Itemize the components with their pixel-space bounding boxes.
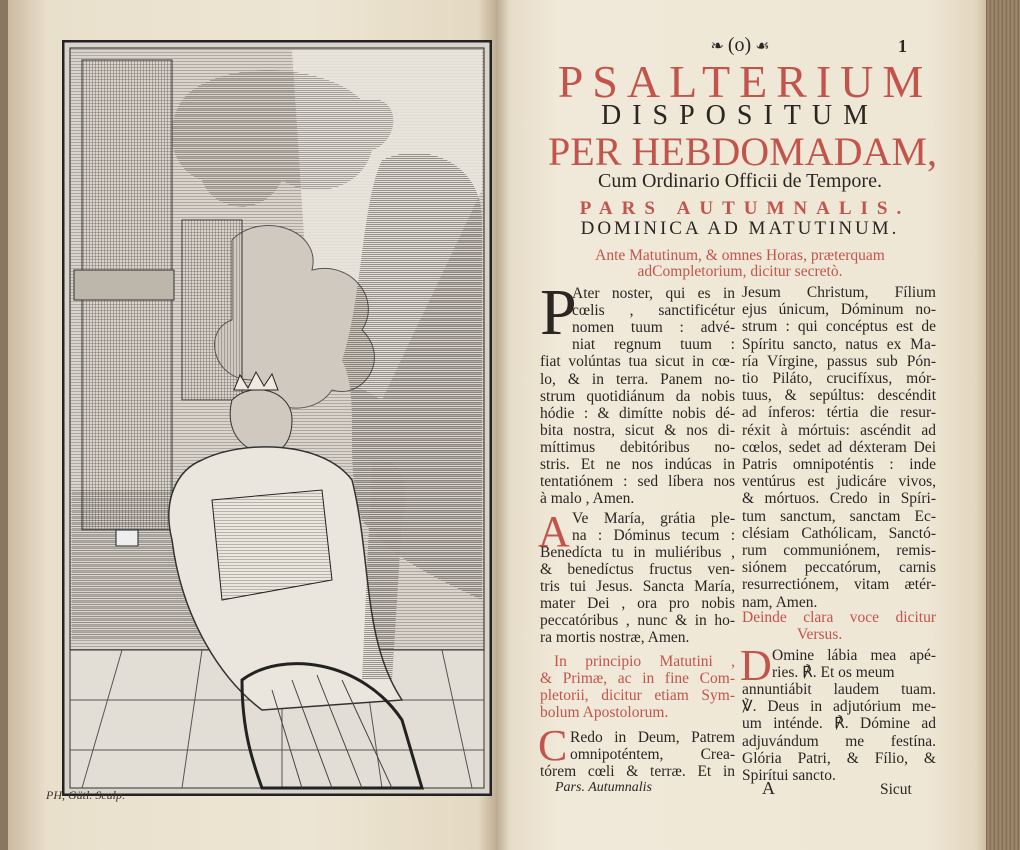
text-line: ries. ℟. Et os meum: [772, 664, 895, 682]
rubric-line: pletorii, dicitur etiam Sym-: [540, 687, 735, 704]
drop-cap-p: P: [540, 276, 577, 349]
title-per-hebdomadam: PER HEBDOMADAM,: [548, 129, 937, 174]
catchword: Pars. Autumnalis: [555, 780, 652, 795]
ornament-text: (o): [727, 34, 752, 56]
text-line: & benedíctus fructus ven-: [540, 561, 735, 578]
text-line: tum sanctum, sanctam Ec-: [742, 507, 936, 525]
text-line: clésiam Cathólicam, Sanctó-: [742, 524, 936, 542]
text-line: na : Dóminus tecum :: [572, 527, 735, 544]
engraver-credit: PH, Gütl. Sculp:: [46, 788, 126, 802]
rubric-line: Versus.: [797, 626, 843, 643]
title-dispositum: DISPOSITUM: [600, 100, 880, 131]
drop-cap-a: A: [538, 507, 570, 556]
text-line: tuus, & sepúltus: descéndit: [742, 387, 936, 405]
drop-cap-c: C: [538, 721, 568, 770]
subtitle: Cum Ordinario Officii de Tempore.: [598, 170, 882, 192]
rubric-line: Ante Matutinum, & omnes Horas, præterquam: [595, 247, 885, 264]
text-line: tórem cœli & terræ. Et in: [540, 763, 735, 780]
text-line: Benedícta tu in muliéribus ,: [540, 544, 735, 561]
text-line: ría Vírgine, passus sub Pón-: [742, 352, 936, 370]
drop-cap-d: D: [740, 641, 772, 690]
text-line: ℣. Deus in adjutórium me-: [742, 698, 936, 716]
text-line: Redo in Deum, Patrem: [570, 729, 735, 746]
text-line: Ve María, grátia ple-: [572, 510, 735, 527]
text-line: nam, Amen.: [742, 593, 818, 611]
rubric-line: & Primæ, ac in fine Com-: [540, 670, 735, 687]
header-ornament: ❧ (o) ☙: [710, 34, 770, 56]
frontispiece-engraving-king-david: [62, 40, 492, 796]
text-line: à malo , Amen.: [540, 490, 635, 508]
signature-mark: A: [762, 778, 775, 798]
text-line: nomen tuum : advé-: [572, 319, 735, 337]
text-line: siónem peccatórum, carnis: [742, 559, 936, 577]
text-line: strum : qui concéptus est de: [742, 318, 936, 336]
book: [212, 490, 332, 600]
text-line: réxit à mórtuis: ascéndit ad: [742, 421, 936, 439]
text-line: Omine lábia mea apé-: [772, 647, 936, 664]
text-line: stris. Et ne nos indúcas in: [540, 456, 735, 473]
text-line: tio Piláto, crucifíxus, mór-: [742, 370, 936, 387]
text-line: adjuvándum me festína.: [742, 732, 936, 750]
text-line: tentatiónem : sed líbera nos: [540, 473, 735, 491]
text-line: bita nostra, sicut & nos di-: [540, 421, 735, 439]
text-line: Patris omnipoténtis : inde: [742, 456, 936, 473]
text-line: omnipoténtem, Crea-: [570, 746, 735, 763]
text-line: Jesum Christum, Fílium: [742, 284, 936, 301]
column: [182, 220, 242, 400]
text-line: strum quotidiánum da nobis: [540, 387, 735, 405]
text-line: Ater noster, qui es in: [572, 285, 735, 302]
text-line: cœlos, sedet ad déxteram Dei: [742, 438, 936, 456]
text-line: fiat volúntas tua sicut in cœ-: [540, 353, 735, 371]
catchword: Sicut: [880, 781, 912, 798]
text-line: um inténde. ℟. Dómine ad: [742, 715, 936, 733]
section-heading: DOMINICA AD MATUTINUM.: [580, 218, 900, 239]
rubric-line: adCompletorium, dicitur secretò.: [637, 263, 843, 280]
page-number: 1: [898, 36, 907, 56]
text-line: ventúrus est judicáre vivos,: [742, 473, 936, 491]
part-heading: PARS AUTUMNALIS.: [579, 198, 911, 219]
text-line: rum communiónem, remis-: [742, 542, 936, 559]
text-line: Spirítui sancto.: [742, 766, 836, 784]
title-psalterium: PSALTERIUM: [557, 56, 933, 107]
text-line: niat regnum tuum :: [572, 336, 735, 354]
text-line: míttimus debitóribus no-: [540, 438, 735, 456]
text-line: ad ínferos: tértia die resur-: [742, 404, 936, 422]
text-line: mater Dei , ora pro nobis: [540, 595, 735, 612]
text-line: ra mortis nostræ, Amen.: [540, 629, 690, 646]
text-line: Glória Patri, & Fílio, &: [742, 749, 936, 767]
text-line: peccatóribus , nunc & in ho-: [540, 612, 735, 629]
text-line: annuntiábit laudem tuam.: [742, 681, 936, 699]
text-line: cœlis , sanctificétur: [572, 302, 735, 320]
text-line: hódie : & dimítte nobis dé-: [540, 404, 735, 422]
rubric-line: bolum Apostolorum.: [540, 704, 669, 721]
text-line: & mórtuos. Credo in Spíri-: [742, 490, 936, 508]
book-edge-right: [986, 0, 1020, 850]
inkwell: [116, 530, 138, 546]
text-line: Spíritu sancto, natus ex Ma-: [742, 335, 936, 353]
text-line: resurrectiónem, vitam ætér-: [742, 576, 936, 594]
rubric-line: Deinde clara voce dicitur: [742, 609, 936, 626]
text-line: ejus únicum, Dóminum no-: [742, 301, 936, 319]
text-line: tris tui Jesus. Sancta María,: [540, 578, 735, 595]
text-line: lo, & in terra. Panem no-: [540, 370, 735, 388]
rubric-line: In principio Matutini ,: [554, 653, 735, 670]
